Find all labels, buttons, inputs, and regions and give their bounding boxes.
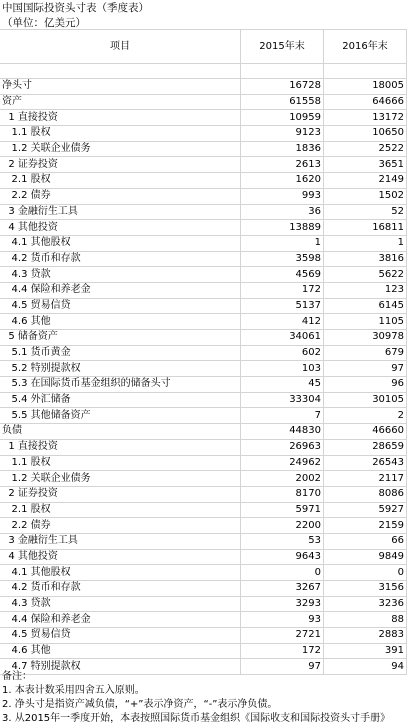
table-row (0, 455, 407, 471)
value-2016: 16811 (324, 220, 407, 236)
table-row (0, 126, 407, 142)
table-row (0, 502, 407, 518)
row-label: 4.5 贸易信贷 (0, 628, 241, 644)
row-label: 4.3 贷款 (0, 596, 241, 612)
row-label: 4.3 贷款 (0, 267, 241, 283)
note-item: 1. 本表计数采用四舍五入原则。 (2, 685, 145, 696)
table-row (0, 424, 407, 440)
row-label: 5.5 其他储备资产 (0, 408, 241, 424)
row-label: 3 金融衍生工具 (0, 533, 241, 549)
header-item: 项目 (0, 30, 241, 64)
table-row (0, 549, 407, 565)
note-item: 3. 从2015年一季度开始，本表按照国际货币基金组织《国际收支和国际投资头寸手册》 (2, 713, 391, 724)
value-2016: 10650 (324, 126, 407, 142)
value-2016: 88 (324, 612, 407, 628)
value-2015: 1620 (241, 173, 324, 189)
table-row (0, 345, 407, 361)
value-2016: 52 (324, 204, 407, 220)
value-2016: 5622 (324, 267, 407, 283)
spacer-row (0, 64, 407, 79)
value-2016: 3236 (324, 596, 407, 612)
table-row (0, 581, 407, 597)
value-2015: 45 (241, 377, 324, 393)
row-label: 5.4 外汇储备 (0, 392, 241, 408)
table-row (0, 643, 407, 659)
value-2015: 3293 (241, 596, 324, 612)
table-row (0, 392, 407, 408)
value-2015: 33304 (241, 392, 324, 408)
value-2015: 3267 (241, 581, 324, 597)
row-label: 负债 (0, 424, 241, 440)
value-2015: 3598 (241, 251, 324, 267)
row-label: 4.7 特别提款权 (0, 659, 241, 675)
row-label: 1.2 关联企业债务 (0, 141, 241, 157)
value-2016: 2883 (324, 628, 407, 644)
value-2015: 93 (241, 612, 324, 628)
value-2016: 1105 (324, 314, 407, 330)
notes-heading: 备注： (2, 671, 32, 682)
header-row (0, 30, 407, 64)
row-label: 4.5 贸易信贷 (0, 298, 241, 314)
value-2016: 679 (324, 345, 407, 361)
value-2015: 13889 (241, 220, 324, 236)
row-label: 1 直接投资 (0, 439, 241, 455)
value-2015: 53 (241, 533, 324, 549)
value-2015: 24962 (241, 455, 324, 471)
value-2016: 5927 (324, 502, 407, 518)
table-row (0, 533, 407, 549)
row-label: 4.4 保险和养老金 (0, 612, 241, 628)
value-2015: 36 (241, 204, 324, 220)
value-2016: 9849 (324, 549, 407, 565)
value-2015: 26963 (241, 439, 324, 455)
row-label: 2 证券投资 (0, 157, 241, 173)
value-2015: 1 (241, 235, 324, 251)
row-label: 4.6 其他 (0, 314, 241, 330)
value-2016: 26543 (324, 455, 407, 471)
value-2015: 9123 (241, 126, 324, 142)
value-2016: 66 (324, 533, 407, 549)
table-row (0, 79, 407, 95)
value-2016: 97 (324, 361, 407, 377)
note-item: 2. 净头寸是指资产减负债，“+”表示净资产，“-”表示净负债。 (2, 699, 278, 710)
table-row (0, 330, 407, 346)
row-label: 1 直接投资 (0, 110, 241, 126)
table-row (0, 565, 407, 581)
value-2016: 30105 (324, 392, 407, 408)
row-label: 1.2 关联企业债务 (0, 471, 241, 487)
table-row (0, 157, 407, 173)
value-2016: 391 (324, 643, 407, 659)
header-2015: 2015年末 (241, 30, 324, 64)
value-2016: 2522 (324, 141, 407, 157)
value-2016: 123 (324, 282, 407, 298)
table-row (0, 188, 407, 204)
table-row (0, 486, 407, 502)
value-2015: 1836 (241, 141, 324, 157)
value-2016: 2149 (324, 173, 407, 189)
value-2016: 94 (324, 659, 407, 675)
row-label: 5.3 在国际货币基金组织的储备头寸 (0, 377, 241, 393)
table-row (0, 408, 407, 424)
value-2016: 18005 (324, 79, 407, 95)
row-label: 5.1 货币黄金 (0, 345, 241, 361)
value-2015: 993 (241, 188, 324, 204)
value-2016: 6145 (324, 298, 407, 314)
value-2015: 5137 (241, 298, 324, 314)
value-2015: 9643 (241, 549, 324, 565)
table-row (0, 141, 407, 157)
row-label: 5 储备资产 (0, 330, 241, 346)
value-2016: 28659 (324, 439, 407, 455)
header-2016: 2016年末 (324, 30, 407, 64)
value-2016: 2159 (324, 518, 407, 534)
value-2015: 2200 (241, 518, 324, 534)
value-2016: 1 (324, 235, 407, 251)
row-label: 2.1 股权 (0, 502, 241, 518)
row-label: 2.2 债券 (0, 518, 241, 534)
row-label: 4.6 其他 (0, 643, 241, 659)
value-2016: 1502 (324, 188, 407, 204)
value-2016: 3156 (324, 581, 407, 597)
table-row (0, 518, 407, 534)
value-2016: 30978 (324, 330, 407, 346)
value-2016: 8086 (324, 486, 407, 502)
value-2016: 2117 (324, 471, 407, 487)
value-2015: 4569 (241, 267, 324, 283)
table-row (0, 235, 407, 251)
table-row (0, 298, 407, 314)
value-2015: 5971 (241, 502, 324, 518)
value-2016: 3816 (324, 251, 407, 267)
row-label: 4.2 货币和存款 (0, 581, 241, 597)
row-label: 4 其他投资 (0, 549, 241, 565)
value-2016: 96 (324, 377, 407, 393)
table-row (0, 251, 407, 267)
unit-label: （单位：亿美元） (2, 17, 86, 29)
table-row (0, 612, 407, 628)
table-row (0, 204, 407, 220)
row-label: 2 证券投资 (0, 486, 241, 502)
table-row (0, 471, 407, 487)
notes (2, 670, 398, 726)
table-row (0, 596, 407, 612)
value-2015: 34061 (241, 330, 324, 346)
row-label: 2.1 股权 (0, 173, 241, 189)
row-label: 4.4 保险和养老金 (0, 282, 241, 298)
value-2016: 2 (324, 408, 407, 424)
value-2015: 8170 (241, 486, 324, 502)
value-2016: 46660 (324, 424, 407, 440)
table-row (0, 282, 407, 298)
table-title: 中国国际投资头寸表（季度表） (2, 2, 149, 14)
value-2015: 2002 (241, 471, 324, 487)
row-label: 1.1 股权 (0, 455, 241, 471)
table-row (0, 314, 407, 330)
value-2015: 10959 (241, 110, 324, 126)
value-2015: 44830 (241, 424, 324, 440)
row-label: 4 其他投资 (0, 220, 241, 236)
value-2015: 602 (241, 345, 324, 361)
table-row (0, 267, 407, 283)
table-row (0, 173, 407, 189)
value-2015: 0 (241, 565, 324, 581)
value-2016: 64666 (324, 94, 407, 110)
value-2015: 172 (241, 643, 324, 659)
value-2015: 7 (241, 408, 324, 424)
row-label: 4.2 货币和存款 (0, 251, 241, 267)
value-2016: 3651 (324, 157, 407, 173)
table-row (0, 220, 407, 236)
value-2015: 412 (241, 314, 324, 330)
value-2016: 13172 (324, 110, 407, 126)
value-2016: 0 (324, 565, 407, 581)
row-label: 4.1 其他股权 (0, 235, 241, 251)
value-2015: 172 (241, 282, 324, 298)
row-label: 3 金融衍生工具 (0, 204, 241, 220)
row-label: 资产 (0, 94, 241, 110)
value-2015: 2613 (241, 157, 324, 173)
row-label: 1.1 股权 (0, 126, 241, 142)
row-label: 2.2 债券 (0, 188, 241, 204)
table-row (0, 361, 407, 377)
table-row (0, 628, 407, 644)
table-row (0, 94, 407, 110)
value-2015: 2721 (241, 628, 324, 644)
row-label: 净头寸 (0, 79, 241, 95)
table-row (0, 110, 407, 126)
position-table (0, 29, 407, 675)
row-label: 5.2 特别提款权 (0, 361, 241, 377)
table-row (0, 439, 407, 455)
table-row (0, 377, 407, 393)
value-2015: 61558 (241, 94, 324, 110)
value-2015: 97 (241, 659, 324, 675)
row-label: 4.1 其他股权 (0, 565, 241, 581)
value-2015: 16728 (241, 79, 324, 95)
value-2015: 103 (241, 361, 324, 377)
